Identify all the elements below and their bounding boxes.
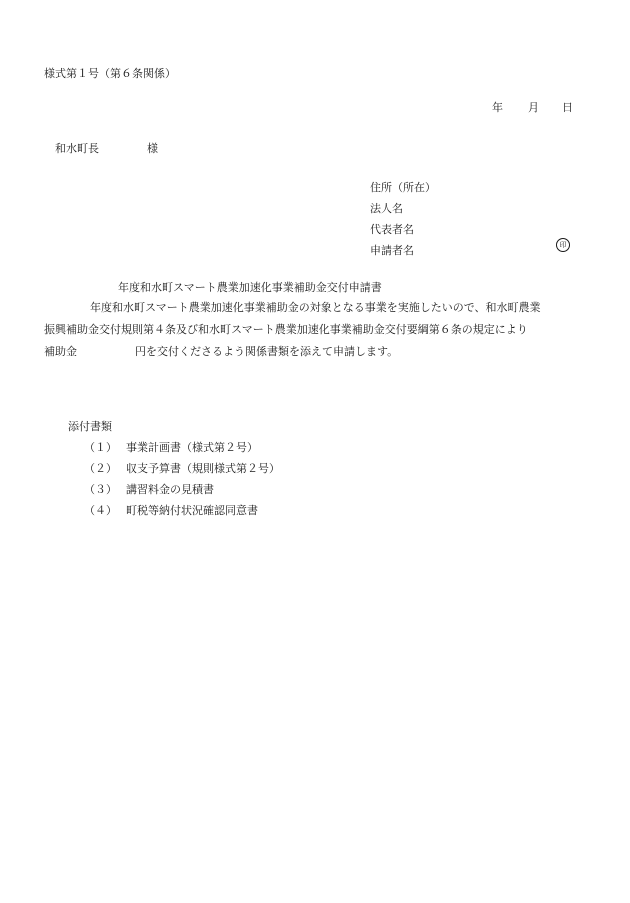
body-line-1: 年度和水町スマート農業加速化事業補助金の対象となる事業を実施したいので、和水町農業 — [90, 301, 541, 314]
document-title: 年度和水町スマート農業加速化事業補助金交付申請書 — [118, 281, 382, 294]
attachment-label: 講習料金の見積書 — [126, 483, 214, 496]
date-line — [492, 102, 573, 113]
body-line-3 — [44, 346, 584, 368]
attachment-number: （２） — [84, 462, 117, 475]
attachment-label: 町税等納付状況確認同意書 — [126, 504, 258, 517]
attachments-heading: 添付書類 — [68, 420, 112, 433]
year-label: 年 — [492, 101, 503, 114]
attachment-number: （４） — [84, 504, 117, 517]
body-line-3-prefix: 補助金 — [44, 345, 77, 358]
corporate-name-label: 法人名 — [370, 202, 403, 215]
list-item — [84, 463, 280, 484]
attachment-number: （１） — [84, 441, 117, 454]
body-line-3-suffix: 円を交付くださるよう関係書類を添えて申請します。 — [135, 345, 399, 358]
day-label: 日 — [562, 101, 573, 114]
body-line-2: 振興補助金交付規則第４条及び和水町スマート農業加速化事業補助金交付要綱第６条の規定により — [44, 323, 528, 336]
address-label: 住所（所在） — [370, 181, 436, 194]
applicant-name-label: 申請者名 — [370, 244, 414, 257]
addressee-honorific: 様 — [147, 142, 158, 155]
addressee-name: 和水町長 — [55, 142, 99, 155]
applicant-block — [370, 182, 436, 266]
attachments-list — [84, 442, 280, 526]
list-item — [84, 442, 280, 463]
addressee — [55, 143, 158, 154]
form-number: 様式第１号（第６条関係） — [44, 67, 176, 80]
list-item — [84, 505, 280, 526]
attachment-number: （３） — [84, 483, 117, 496]
application-body — [44, 302, 584, 368]
month-label: 月 — [528, 101, 539, 114]
representative-label: 代表者名 — [370, 223, 414, 236]
attachment-label: 事業計画書（様式第２号） — [126, 441, 258, 454]
list-item — [84, 484, 280, 505]
attachment-label: 収支予算書（規則様式第２号） — [126, 462, 280, 475]
seal-mark: 印 — [556, 238, 570, 252]
